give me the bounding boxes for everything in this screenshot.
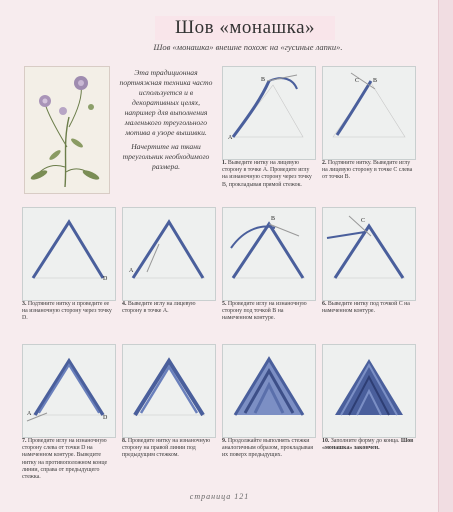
step-2-label-c: C xyxy=(355,78,360,84)
step-4-label-a: A xyxy=(129,268,134,274)
step-4-number: 4. xyxy=(122,301,127,307)
step-9-image xyxy=(222,344,316,438)
step-10-number: 10. xyxy=(322,438,330,444)
step-7-text: Проведите иглу на изнаночную сторону слева от точки D на намеченном контуре. Выведите нитку на противоположном конце линии, справа от предыдущего стежка. xyxy=(22,438,108,481)
step-7-label-d: D xyxy=(103,415,108,421)
step-7-label-a: A xyxy=(27,411,32,417)
intro-paragraph-1: Эта традиционная портняжная техника часто используется и в декоративных целях, например для выполнения маленького треугольного мотива в узоре вышивки. xyxy=(119,68,213,137)
step-3-caption xyxy=(22,301,114,323)
step-2-label-b: B xyxy=(373,78,378,84)
step-4-caption xyxy=(122,301,214,315)
step-7-number: 7. xyxy=(22,438,27,444)
step-9-number: 9. xyxy=(222,438,227,444)
step-9-text: Продолжайте выполнять стежки аналогичным образом, прокладывая их поверх предыдущих. xyxy=(222,438,313,459)
step-7-caption xyxy=(22,438,114,481)
step-10-image xyxy=(322,344,416,438)
step-2-image xyxy=(322,66,416,160)
step-9-caption xyxy=(222,438,314,460)
step-5-caption xyxy=(222,301,314,323)
step-7-image xyxy=(22,344,116,438)
step-6-number: 6. xyxy=(322,301,327,307)
step-1-text: Выведите нитку на лицевую сторону в точке A. Проведите иглу на изнаночную сторону через точку B, прокладывая прямой стежок. xyxy=(222,160,312,188)
step-5-text: Проведите иглу на изнаночную сторону под точкой B на намеченном контуре. xyxy=(222,301,307,322)
step-6-caption xyxy=(322,301,414,315)
step-8-caption xyxy=(122,438,214,460)
step-4-text: Выведите иглу на лицевую сторону в точке A. xyxy=(122,301,196,315)
step-8-number: 8. xyxy=(122,438,127,444)
flower-illustration xyxy=(24,66,110,194)
step-8-image xyxy=(122,344,216,438)
step-2-caption xyxy=(322,160,414,182)
step-8-text: Проведите нитку на изнаночную сторону на правой линии под предыдущим стежком. xyxy=(122,438,211,459)
step-3-label-d: D xyxy=(103,276,108,282)
step-1-number: 1. xyxy=(222,160,227,166)
step-1-image xyxy=(222,66,316,160)
intro-text xyxy=(116,68,216,176)
step-3-text: Подтяните нитку и проведите ее на изнаночную сторону через точку D. xyxy=(22,301,112,322)
page-number: страница 121 xyxy=(189,492,250,501)
step-2-text: Подтяните нитку. Выведите иглу на лицевую сторону в точке C слева от точки B. xyxy=(322,160,413,181)
page-edge-strip xyxy=(438,0,453,512)
intro-paragraph-2: Начертите на ткани треугольник необходимого размера. xyxy=(122,142,210,171)
step-3-image xyxy=(22,207,116,301)
step-10-caption xyxy=(322,438,414,452)
step-5-number: 5. xyxy=(222,301,227,307)
step-6-text: Выведите нитку под точкой C на намеченном контуре. xyxy=(322,301,410,315)
step-2-number: 2. xyxy=(322,160,327,166)
page-title: Шов «монашка» xyxy=(174,17,316,38)
step-6-image xyxy=(322,207,416,301)
step-10-text: Заполните форму до конца. xyxy=(330,438,401,444)
step-6-label-c: C xyxy=(361,218,366,224)
page-subtitle: Шов «монашка» внешне похож на «гусиные лапки». xyxy=(153,42,343,52)
step-3-number: 3. xyxy=(22,301,27,307)
step-10-bold-text: Шов «монашка» закончен. xyxy=(322,438,414,452)
step-4-image xyxy=(122,207,216,301)
step-1-label-b: B xyxy=(261,77,266,83)
step-5-image xyxy=(222,207,316,301)
step-1-label-a: A xyxy=(228,135,233,141)
step-5-label-b: B xyxy=(271,216,276,222)
step-1-caption xyxy=(222,160,314,189)
